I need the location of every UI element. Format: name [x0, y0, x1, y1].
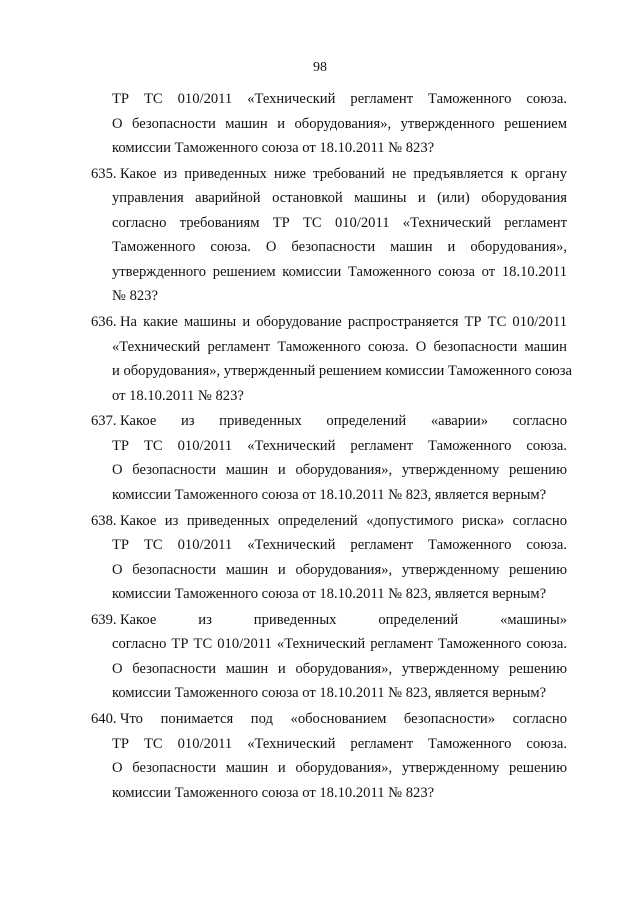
text-line: № 823? [112, 288, 158, 305]
question-number: 639. [91, 611, 117, 628]
text-line: согласно требованиям ТР ТС 010/2011 «Технический регламент [112, 214, 567, 231]
text-line: комиссии Таможенного союза от 18.10.2011 № 823, является верным? [112, 685, 547, 702]
text-line: утвержденного решением комиссии Таможенного союза от 18.10.2011 [112, 263, 567, 280]
question-number: 640. [91, 711, 117, 728]
text-line: комиссии Таможенного союза от 18.10.2011 № 823, является верным? [112, 486, 547, 503]
question-item [91, 608, 567, 706]
text-line: ТР ТС 010/2011 «Технический регламент Таможенного союза. [112, 537, 567, 554]
question-number: 638. [91, 512, 117, 529]
question-item [91, 409, 567, 507]
text-line: ТР ТС 010/2011 «Технический регламент Таможенного союза. [112, 735, 567, 752]
text-line: О безопасности машин и оборудования», утвержденному решению [112, 660, 567, 677]
question-item [91, 509, 567, 607]
question-number: 636. [91, 314, 117, 331]
question-list [91, 87, 572, 805]
text-line: На какие машины и оборудование распространяется ТР ТС 010/2011 [120, 314, 567, 331]
text-line: Какое из приведенных определений «аварии» согласно [120, 413, 567, 430]
text-line: комиссии Таможенного союза от 18.10.2011 № 823? [112, 140, 435, 156]
question-item [91, 310, 572, 408]
question-item [91, 162, 567, 309]
text-line: ТР ТС 010/2011 «Технический регламент Таможенного союза. [112, 437, 567, 454]
text-line: ТР ТС 010/2011 «Технический регламент Таможенного союза. [112, 91, 567, 107]
text-line: Какое из приведенных определений «допустимого риска» согласно [120, 512, 567, 529]
text-line: Какое из приведенных ниже требований не предъявляется к органу [120, 165, 567, 182]
text-line: О безопасности машин и оборудования», утвержденному решению [112, 561, 567, 578]
text-line: согласно ТР ТС 010/2011 «Технический регламент Таможенного союза. [112, 636, 567, 653]
text-line: О безопасности машин и оборудования», утвержденного решением [112, 115, 567, 132]
text-line: от 18.10.2011 № 823? [112, 387, 244, 404]
question-number: 635. [91, 165, 117, 182]
page-number: 98 [313, 60, 327, 75]
text-line: Какое из приведенных определений «машины» [120, 611, 567, 628]
text-line: О безопасности машин и оборудования», утвержденному решению [112, 462, 567, 479]
text-line: Что понимается под «обоснованием безопасности» согласно [120, 711, 567, 728]
text-line: управления аварийной остановкой машины и (или) оборудования [112, 190, 567, 207]
text-line: О безопасности машин и оборудования», утвержденному решению [112, 760, 567, 777]
text-line: комиссии Таможенного союза от 18.10.2011 № 823? [112, 784, 435, 801]
text-line: Таможенного союза. О безопасности машин и оборудования», [112, 239, 567, 256]
text-line: и оборудования», утвержденный решением комиссии Таможенного союза [112, 363, 572, 380]
question-item [91, 707, 567, 805]
question-number: 637. [91, 413, 117, 430]
text-line: «Технический регламент Таможенного союза. О безопасности машин [112, 338, 567, 355]
text-line: комиссии Таможенного союза от 18.10.2011 № 823, является верным? [112, 586, 547, 603]
continued-question-text [112, 87, 567, 161]
